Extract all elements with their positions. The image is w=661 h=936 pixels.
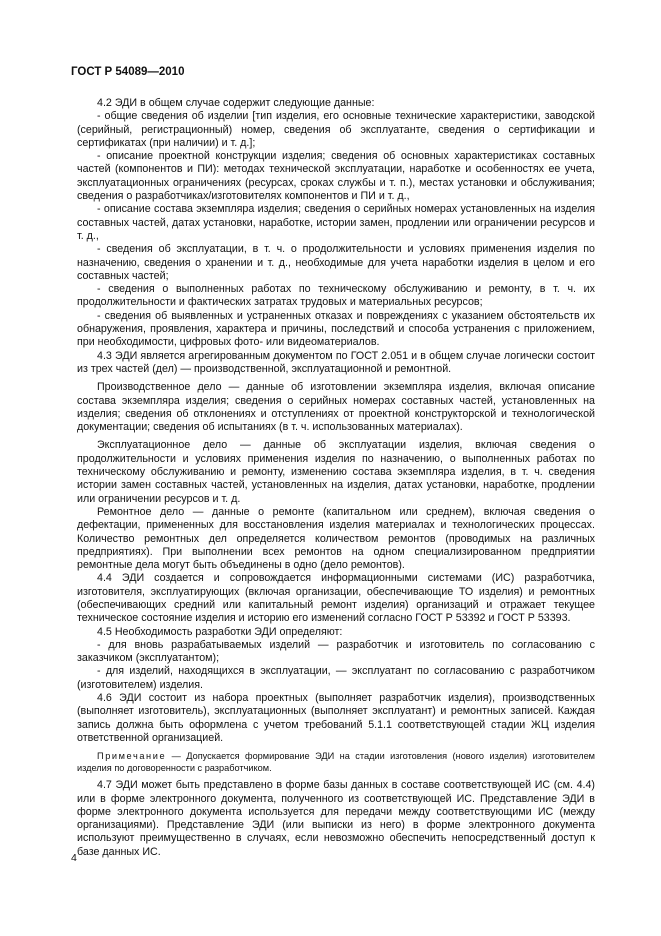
paragraph-4-3: 4.3 ЭДИ является агрегированным документом по ГОСТ 2.051 и в общем случае логически состоит из трех частей (дел) — производственной, эксплуатационной и ремонтной. <box>77 349 595 375</box>
note-label: Примечание <box>97 751 167 762</box>
paragraph-4-2: 4.2 ЭДИ в общем случае содержит следующие данные: <box>97 97 375 109</box>
list-item: - для вновь разрабатываемых изделий — разработчик и изготовитель по согласованию с заказчиком (эксплуатантом); <box>77 638 595 665</box>
note <box>77 750 595 774</box>
paragraph-repair-file: Ремонтное дело — данные о ремонте (капитальном или среднем), включая сведения о дефектации, примененных для восстановления изделия материалах и технологических процессах. Количество ремонтных дел определяется количеством ремонтов (проводимых на различных предприятиях). При выполнении всех ремонтов на одном специализированном предприятии ремонтные дела могут быть объединены в одно (дело ремонтов). <box>77 505 595 572</box>
paragraph-4-7: 4.7 ЭДИ может быть представлено в форме базы данных в составе соответствующей ИС (см. 4.4) или в форме электронного документа, полученного из соответствующей ИС. Представление ЭДИ в форме электронного документа используется для передачи между соответствующими ИС (между организациями). Представление ЭДИ (или выписки из него) в форме электронного документа используют преимущественно в случаях, если невозможно обеспечить непосредственный доступ к базе данных ИС. <box>77 779 595 858</box>
paragraph-4-4: 4.4 ЭДИ создается и сопровождается информационными системами (ИС) разработчика, изготовителя, эксплуатирующих (включая организации, обеспечивающие ТО изделия) и ремонтных (обеспечивающих средний или капитальный ремонт изделия) организаций и отражает текущее техническое состояние изделия и историю его изменений согласно ГОСТ Р 53392 и ГОСТ Р 53393. <box>77 572 595 625</box>
list-item: - описание проектной конструкции изделия; сведения об основных характеристиках составных частей (компонентов и ПИ): методах технической эксплуатации, наработке и особенностях ее учета, эксплуатационных ограничениях (ресурсах, сроках службы и т. п.), местах установки и обслуживания; сведения о разработчиках/изготовителях компонентов и ПИ и т. д., <box>77 150 595 203</box>
paragraph-operation-file: Эксплуатационное дело — данные об эксплуатации изделия, включая сведения о продолжительности и условиях применения изделия по назначению, о выполненных работах по техническому обслуживанию и ремонту, изменению состава экземпляра изделия, в т. ч. сведения истории замен составных частей, установленных на изделия, датах установки, наработке, продлении или ограничении ресурсов и т. д. <box>77 439 595 505</box>
list-item: - описание состава экземпляра изделия; сведения о серийных номерах установленных на изделия составных частей, датах установки, наработке, истории замен, продлении или ограничении ресурсов и т. д., <box>77 203 595 242</box>
list-item: - сведения об выявленных и устраненных отказах и повреждениях с указанием обстоятельств их обнаружения, проявления, характера и причины, последствий и способа устранения с приложением, при необходимости, цифровых фото- или видеоматериалов. <box>77 309 595 349</box>
document-body <box>77 97 595 859</box>
list-item: - для изделий, находящихся в эксплуатации, — эксплуатант по согласованию с разработчиком (изготовителем) изделия. <box>77 665 595 691</box>
list-item: - сведения об эксплуатации, в т. ч. о продолжительности и условиях применения изделия по назначению, сведения о хранении и т. д., необходимые для учета наработки изделия в целом и его составных частей; <box>77 243 595 282</box>
note-text: — Допускается формирование ЭДИ на стадии изготовления (нового изделия) изготовителем изделия по договоренности с разработчиком. <box>77 751 595 774</box>
list-item: - сведения о выполненных работах по техническому обслуживанию и ремонту, в т. ч. их продолжительности и фактических затратах трудовых и материальных ресурсов; <box>77 283 595 309</box>
list-item: - общие сведения об изделии [тип изделия, его основные технические характеристики, заводской (серийный, регистрационный) номер, сведения об эксплуатанте, сведения о сертификации и сертификатах (при наличии) и т. д.]; <box>77 110 595 149</box>
paragraph-production-file: Производственное дело — данные об изготовлении экземпляра изделия, включая описание состава экземпляра изделия; сведения о серийных номерах составных частей, установленных на изделия; сведения об отклонениях и отступлениях от проектной конструкторской и технологической документации; сведения об испытаниях (в т. ч. использованных материалах). <box>77 381 595 434</box>
paragraph-4-5: 4.5 Необходимость разработки ЭДИ определяют: <box>97 625 343 638</box>
paragraph-4-6: 4.6 ЭДИ состоит из набора проектных (выполняет разработчик изделия), производственных (выполняет изготовитель), эксплуатационных (выполняет эксплуатант) и ремонтных записей. Каждая запись должна быть оформлена с учетом требований 5.1.1 соответствующей стадии ЖЦ изделия ответственной организацией. <box>77 692 595 744</box>
page-number: 4 <box>71 852 77 864</box>
document-header: ГОСТ Р 54089—2010 <box>71 66 185 78</box>
